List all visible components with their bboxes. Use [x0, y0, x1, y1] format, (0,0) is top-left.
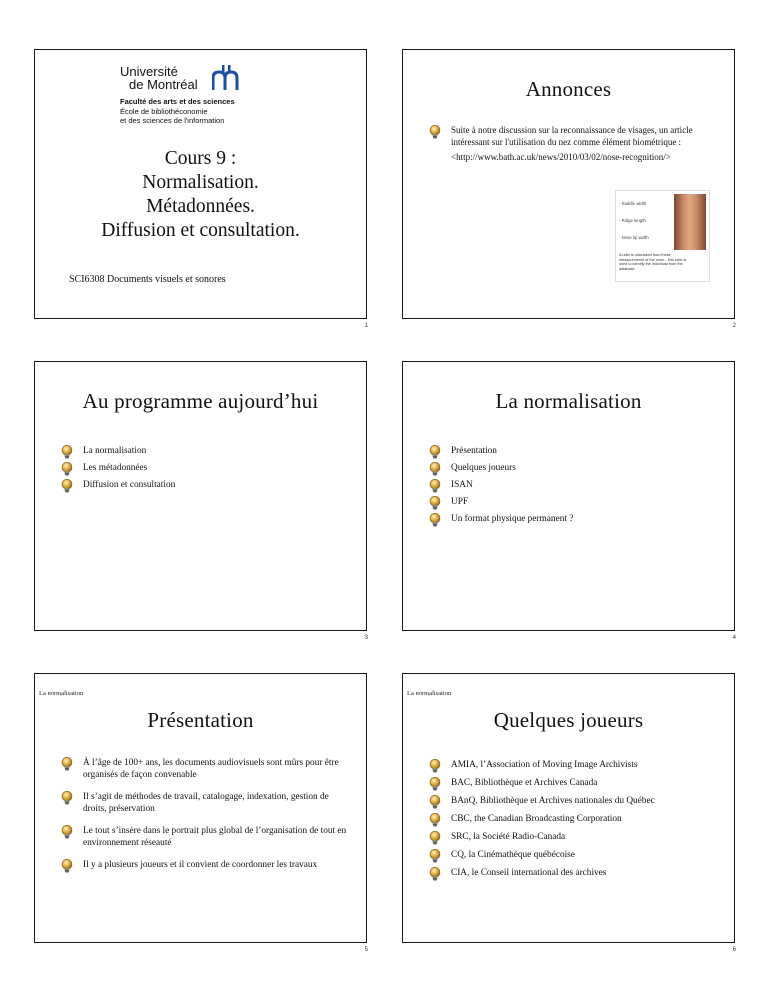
- list-item-text: SRC, la Société Radio-Canada: [451, 832, 566, 842]
- figure-label: - Ridge length: [619, 218, 646, 223]
- section-tag: La normalisation: [39, 690, 84, 697]
- lecture-title: [35, 147, 366, 243]
- slide-title: Présentation: [147, 708, 254, 732]
- lightbulb-icon: [59, 790, 75, 806]
- lecture-title-line: Métadonnées.: [146, 196, 255, 217]
- list-item: [59, 791, 354, 815]
- lightbulb-icon: [59, 824, 75, 840]
- bullet-list: [427, 759, 722, 879]
- page-number: 6: [732, 947, 736, 953]
- lecture-title-line: Diffusion et consultation.: [101, 220, 300, 241]
- list-item: [427, 125, 712, 164]
- list-item: [59, 825, 354, 849]
- list-item: [427, 867, 722, 879]
- list-item: [59, 757, 354, 781]
- list-item-text: CQ, la Cinémathèque québécoise: [451, 850, 575, 860]
- bullet-list: [59, 445, 349, 491]
- list-item: [427, 777, 722, 789]
- page-number: 5: [364, 947, 368, 953]
- school-name: [120, 107, 290, 125]
- slide-6: [402, 673, 736, 953]
- slide-4: [402, 361, 736, 641]
- slide-1: [34, 49, 368, 329]
- nose-photo: [674, 194, 706, 250]
- list-item-text: CBC, the Canadian Broadcasting Corporation: [451, 814, 622, 824]
- list-item: [427, 813, 722, 825]
- nose-figure: [615, 190, 710, 282]
- list-item-text: Diffusion et consultation: [83, 480, 176, 490]
- lightbulb-icon: [427, 866, 443, 882]
- figure-label: - Saddle width: [619, 201, 647, 206]
- list-item-text: ISAN: [451, 480, 473, 490]
- list-item: [427, 496, 717, 508]
- list-item-text: UPF: [451, 497, 469, 507]
- lightbulb-icon: [427, 512, 443, 528]
- lightbulb-icon: [59, 756, 75, 772]
- lightbulb-icon: [427, 495, 443, 511]
- lecture-title-line: Normalisation.: [142, 172, 259, 193]
- list-item-text: À l’âge de 100+ ans, les documents audiovisuels sont mûrs pour être organisés de façon convenable: [83, 758, 339, 780]
- slide-title: Au programme aujourd’hui: [82, 389, 319, 413]
- list-item: [427, 445, 717, 457]
- page-number: 3: [364, 635, 368, 641]
- list-item-text: Les métadonnées: [83, 463, 148, 473]
- announcement-text: Suite à notre discussion sur la reconnaissance de visages, un article intéressant sur l'utilisation du nez comme élément biométrique :: [451, 125, 693, 147]
- lecture-title-line: Cours 9 :: [164, 148, 237, 169]
- section-tag: La normalisation: [407, 690, 452, 697]
- lightbulb-icon: [427, 830, 443, 846]
- course-name: SCI6308 Documents visuels et sonores: [69, 274, 226, 285]
- university-name-line2: de Montréal: [129, 77, 198, 92]
- figure-caption: A ratio is calculated from these measurements of the nose – this ratio is used to identify the individual from the database: [619, 253, 687, 271]
- slide-5: [34, 673, 368, 953]
- bullet-list: [59, 757, 354, 871]
- list-item: [59, 859, 354, 871]
- list-item-text: Le tout s’insère dans le portrait plus global de l’organisation de tout en environnement réseauté: [83, 826, 347, 848]
- school-name-line1: École de bibliothéconomie: [120, 107, 208, 116]
- list-item-text: Présentation: [451, 446, 497, 456]
- list-item: [427, 479, 717, 491]
- slide-title: Annonces: [525, 77, 612, 101]
- list-item-text: BAnQ, Bibliothèque et Archives nationales du Québec: [451, 796, 655, 806]
- lightbulb-icon: [59, 444, 75, 460]
- udem-logo-icon: [212, 65, 244, 91]
- lightbulb-icon: [59, 461, 75, 477]
- slide-3: [34, 361, 368, 641]
- article-link[interactable]: <http://www.bath.ac.uk/news/2010/03/02/nose-recognition/>: [451, 152, 671, 162]
- lightbulb-icon: [427, 124, 443, 140]
- page-number: 4: [732, 635, 736, 641]
- bullet-list: [427, 445, 717, 525]
- list-item: [59, 445, 349, 457]
- list-item-text: Un format physique permanent ?: [451, 514, 574, 524]
- lightbulb-icon: [427, 776, 443, 792]
- list-item-text: AMIA, l’Association of Moving Image Archivists: [451, 760, 638, 770]
- list-item-text: CIA, le Conseil international des archives: [451, 868, 607, 878]
- slide-title: La normalisation: [495, 389, 642, 413]
- lightbulb-icon: [427, 758, 443, 774]
- list-item-text: Il y a plusieurs joueurs et il convient de coordonner les travaux: [83, 860, 318, 870]
- list-item-text: Il s’agit de méthodes de travail, catalogage, indexation, gestion de droits, préservation: [83, 792, 329, 814]
- lightbulb-icon: [427, 478, 443, 494]
- lightbulb-icon: [427, 794, 443, 810]
- lightbulb-icon: [59, 478, 75, 494]
- list-item: [59, 462, 349, 474]
- page-number: 1: [364, 323, 368, 329]
- lightbulb-icon: [427, 461, 443, 477]
- lightbulb-icon: [427, 848, 443, 864]
- slide-2: [402, 49, 736, 329]
- list-item-text: Quelques joueurs: [451, 463, 516, 473]
- list-item: [427, 462, 717, 474]
- bullet-list: [427, 125, 712, 164]
- lightbulb-icon: [59, 858, 75, 874]
- slide-title: Quelques joueurs: [493, 708, 644, 732]
- list-item-text: La normalisation: [83, 446, 147, 456]
- figure-label: - Nose tip width: [619, 235, 649, 240]
- list-item-text: BAC, Bibliothèque et Archives Canada: [451, 778, 598, 788]
- faculty-name: Faculté des arts et des sciences: [120, 97, 235, 106]
- page-number: 2: [732, 323, 736, 329]
- list-item: [59, 479, 349, 491]
- list-item: [427, 795, 722, 807]
- university-name-line1: Université: [120, 64, 178, 79]
- list-item: [427, 831, 722, 843]
- list-item: [427, 849, 722, 861]
- university-name: [120, 65, 198, 91]
- lightbulb-icon: [427, 812, 443, 828]
- list-item: [427, 759, 722, 771]
- lightbulb-icon: [427, 444, 443, 460]
- list-item: [427, 513, 717, 525]
- school-name-line2: et des sciences de l'information: [120, 116, 225, 125]
- university-logo: [120, 63, 290, 123]
